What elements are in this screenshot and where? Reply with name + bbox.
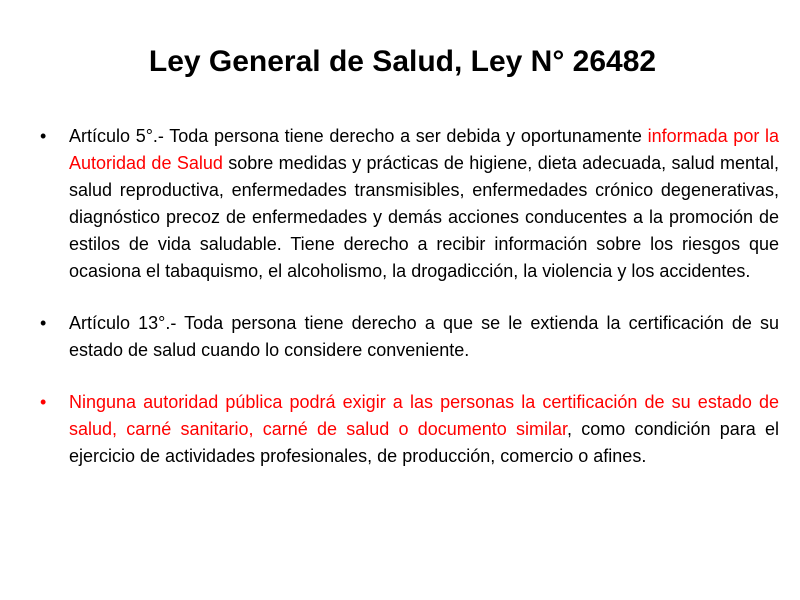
slide-title: Ley General de Salud, Ley N° 26482 bbox=[148, 45, 657, 78]
articulo-5-highlight: informada por la Autoridad de Salud bbox=[69, 126, 779, 173]
articulo-13-text: Artículo 13°.- Toda persona tiene derecho a que se le extienda la certificación de su estado de salud cuando lo considere conveniente. bbox=[69, 313, 779, 360]
prohibicion-text: , como condición para el ejercicio de actividades profesionales, de producción, comercio o afines. bbox=[69, 419, 779, 466]
bullet-dot-icon: • bbox=[40, 313, 47, 333]
bullet-item-articulo-5 bbox=[0, 123, 800, 285]
articulo-5-text: Artículo 5°.- Toda persona tiene derecho a ser debida y oportunamente bbox=[69, 126, 648, 146]
bullet-dot-icon: • bbox=[40, 392, 47, 412]
bullet-list bbox=[0, 123, 800, 470]
bullet-item-prohibicion bbox=[0, 389, 800, 470]
prohibicion-highlight: Ninguna autoridad pública podrá exigir a las personas la certificación de su estado de salud, carné sanitario, carné de salud o documento similar bbox=[69, 392, 779, 439]
bullet-dot-icon: • bbox=[40, 126, 47, 146]
bullet-item-articulo-13 bbox=[0, 310, 800, 364]
articulo-5-text-continued: sobre medidas y prácticas de higiene, dieta adecuada, salud mental, salud reproductiva, enfermedades transmisibles, enfermedades crónico degenerativas, diagnóstico precoz de enfermedades y demás acciones conducentes a la promoción de estilos de vida saludable. Tiene derecho a recibir información sobre los riesgos que ocasiona el tabaquismo, el alcoholismo, la drogadicción, la violencia y los accidentes. bbox=[69, 153, 779, 281]
